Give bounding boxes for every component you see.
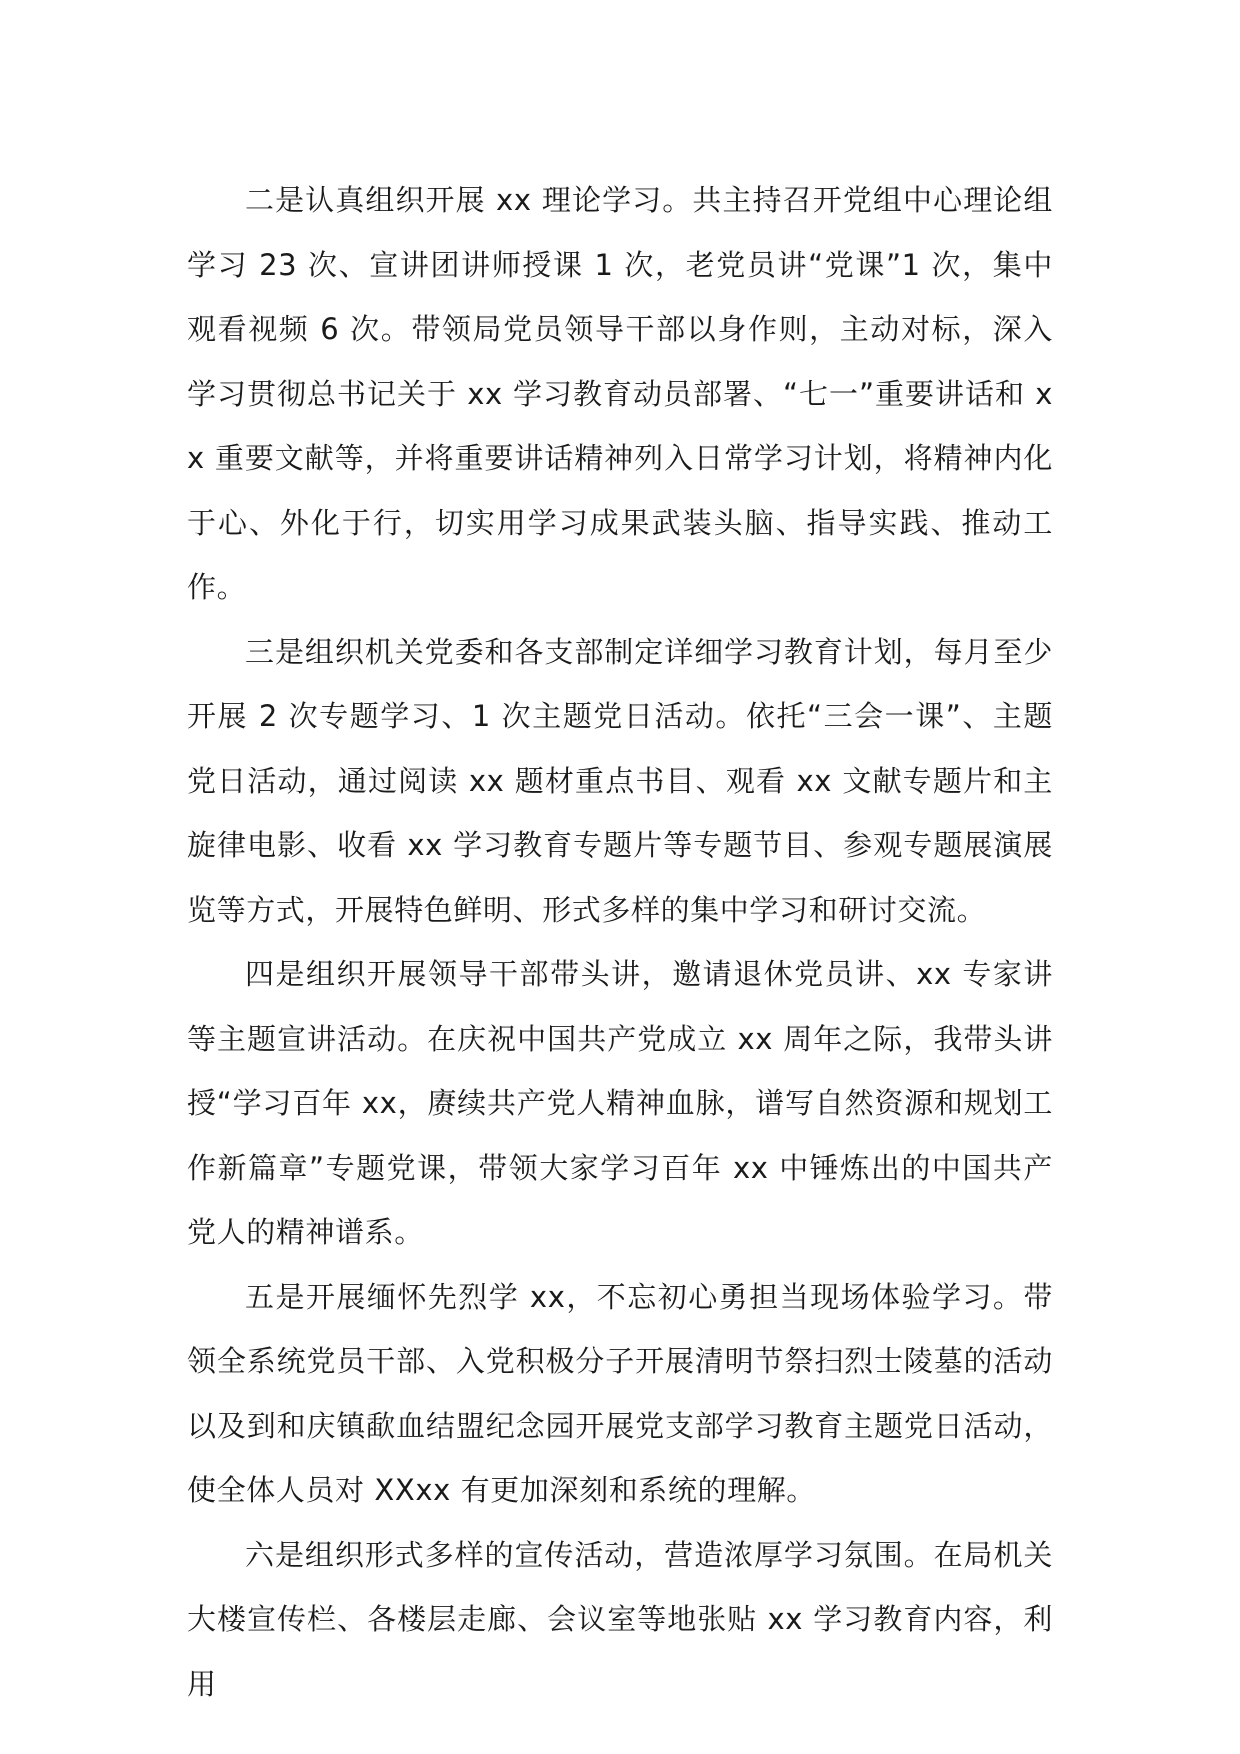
paragraph-6: 六是组织形式多样的宣传活动，营造浓厚学习氛围。在局机关大楼宣传栏、各楼层走廊、会议室等地张贴 xx 学习教育内容，利用 [187,1537,1053,1701]
paragraph-3: 三是组织机关党委和各支部制定详细学习教育计划，每月至少开展 2 次专题学习、1 次主题党日活动。依托“三会一课”、主题党日活动，通过阅读 xx 题材重点书目、观看 xx 文献专题片和主旋律电影、收看 xx 学习教育专题片等专题节目、参观专题展演展览等方式，开展特色鲜明、形式多样的集中学习和研讨交流。 [187,634,1053,927]
paragraph-4: 四是组织开展领导干部带头讲，邀请退休党员讲、xx 专家讲等主题宣讲活动。在庆祝中国共产党成立 xx 周年之际，我带头讲授“学习百年 xx，赓续共产党人精神血脉，谱写自然资源和规划工作新篇章”专题党课，带领大家学习百年 xx 中锤炼出的中国共产党人的精神谱系。 [187,957,1053,1249]
document-body [187,168,1053,1716]
paragraph-2: 二是认真组织开展 xx 理论学习。共主持召开党组中心理论组学习 23 次、宣讲团讲师授课 1 次，老党员讲“党课”1 次，集中观看视频 6 次。带领局党员领导干部以身作则，主动对标，深入学习贯彻总书记关于 xx 学习教育动员部署、“七一”重要讲话和 xx 重要文献等，并将重要讲话精神列入日常学习计划，将精神内化于心、外化于行，切实用学习成果武装头脑、指导实践、推动工作。 [187,183,1053,604]
paragraph-5: 五是开展缅怀先烈学 xx，不忘初心勇担当现场体验学习。带领全系统党员干部、入党积极分子开展清明节祭扫烈士陵墓的活动以及到和庆镇歃血结盟纪念园开展党支部学习教育主题党日活动，使全体人员对 XXxx 有更加深刻和系统的理解。 [187,1279,1053,1507]
